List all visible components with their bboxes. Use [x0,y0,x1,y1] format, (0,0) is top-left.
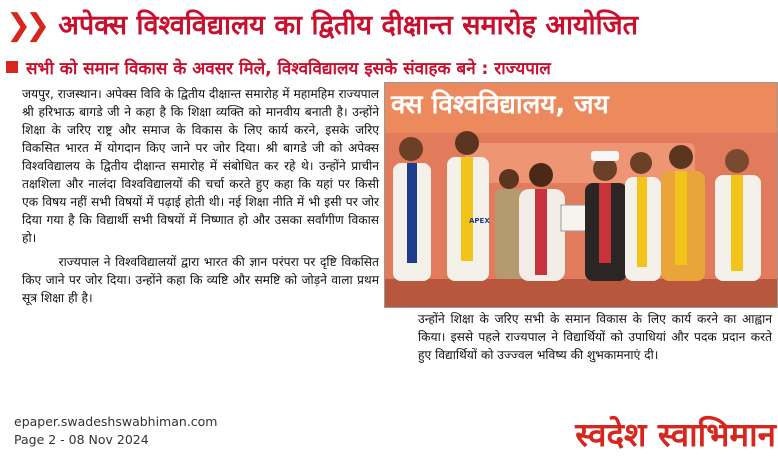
sash-text: APEX [469,217,490,225]
article-right-column [418,310,772,364]
ceremony-photo [384,82,778,308]
stage-banner-text: क्स विश्वविद्यालय, जय [391,90,609,120]
article-paragraph-3: उन्होंने शिक्षा के जरिए सभी के समान विकास के लिए कार्य करने का आह्वान किया। इससे पहले राज्यपाल ने विद्यार्थियों को उपाधियां और पदक प्रदान करते हुए विद्यार्थियों को उज्ज्वल भविष्य की शुभकामनाएं दी। [418,312,772,362]
footer-url: epaper.swadeshswabhiman.com [14,414,218,429]
article-paragraph-2: राज्यपाल ने विश्वविद्यालयों द्वारा भारत की ज्ञान परंपरा पर दृष्टि विकसित किए जाने पर जोर दिया। उन्होंने कहा कि व्यष्टि और समष्टि को जोड़ने वाला प्रथम सूत्र शिक्षा ही है। [22,255,379,305]
subheadline: सभी को समान विकास के अवसर मिले, विश्वविद्यालय इसके संवाहक बने : राज्यपाल [26,58,551,79]
headline-bar [6,4,774,48]
double-chevron-icon: ❯❯ [6,8,45,43]
footer-page: Page 2 - 08 Nov 2024 [14,432,149,447]
headline: अपेक्स विश्वविद्यालय का द्वितीय दीक्षान्त समारोह आयोजित [58,10,639,42]
ceremony-photo-illustration [385,83,777,307]
article-left-column [22,85,379,307]
subheadline-bar [6,54,774,80]
article-paragraph-1: जयपुर, राजस्थान। अपेक्स विवि के द्वितीय दीक्षान्त समारोह में महामहिम राज्यपाल श्री हरिभाऊ बागडे जी ने कहा है कि शिक्षा व्यक्ति को मानवीय बनाती है। उन्होंने शिक्षा के जरिए राष्ट्र और समाज के विकास के लिए कार्य करने, इसके जरिए विकसित भारत में योगदान किए जाने पर जोर दिया। श्री बागडे जी को अपेक्स विश्वविद्यालय के द्वितीय दीक्षान्त समारोह में संबोधित कर रहे थे। उन्होंने प्राचीन तक्षशिला और नालंदा विश्वविद्यालयों की चर्चा करते हुए कहा कि यहां पर किसी एक विषय नहीं सभी विषयों में पढ़ाई होती थी। नई शिक्षा नीति में भी इसी पर जोर दिया गया है कि विद्यार्थी सभी विषयों में निष्णात हो और उसका सर्वांगीण विकास हो। [22,87,379,245]
masthead-logo: स्वदेश स्वाभिमान [575,415,776,454]
square-bullet-icon [6,61,18,73]
